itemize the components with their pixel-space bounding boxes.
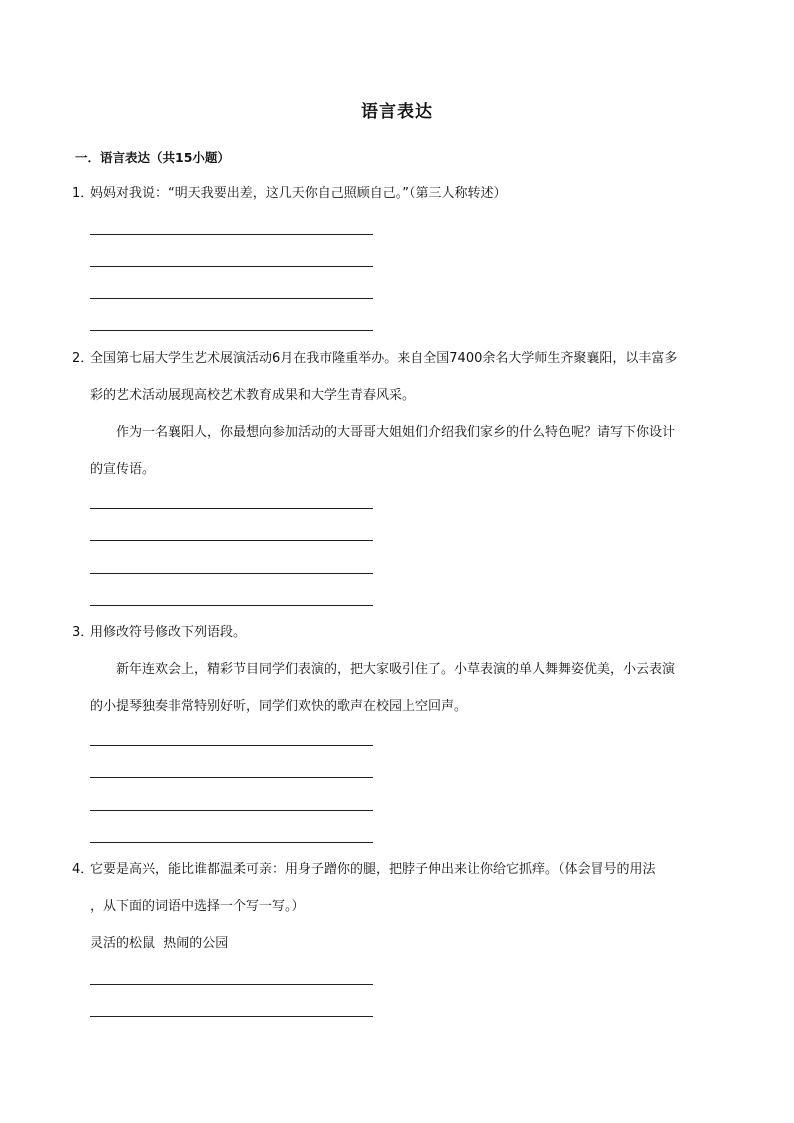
answer-line[interactable] <box>90 540 373 541</box>
answer-line[interactable] <box>90 842 373 843</box>
question-text: 全国第七届大学生艺术展演活动6月在我市隆重举办。来自全国7400余名大学师生齐聚襄阳，以丰富多 <box>90 351 678 366</box>
answer-line[interactable] <box>90 573 373 574</box>
page-title: 语言表达 <box>361 102 433 122</box>
answer-line[interactable] <box>90 330 373 331</box>
question-2 <box>72 340 722 488</box>
answer-line[interactable] <box>90 984 373 985</box>
question-number: 2． <box>72 351 94 366</box>
answer-line[interactable] <box>90 508 373 509</box>
question-text: 妈妈对我说：“明天我要出差，这几天你自己照顾自己。”（第三人称转述） <box>90 186 507 201</box>
question-text: ，从下面的词语中选择一个写一写。） <box>90 899 305 914</box>
question-text: 它要是高兴，能比谁都温柔可亲：用身子蹭你的腿，把脖子伸出来让你给它抓痒。（体会冒号的用法 <box>90 862 656 877</box>
question-1 <box>72 175 722 212</box>
answer-line[interactable] <box>90 1016 373 1017</box>
question-text: 彩的艺术活动展现高校艺术教育成果和大学生青春风采。 <box>90 388 416 403</box>
question-3 <box>72 614 722 725</box>
question-paragraph: 的宣传语。 <box>90 462 156 477</box>
answer-line[interactable] <box>90 605 373 606</box>
question-paragraph: 作为一名襄阳人，你最想向参加活动的大哥哥大姐姐们介绍我们家乡的什么特色呢？请写下你设计 <box>116 425 676 440</box>
answer-line[interactable] <box>90 266 373 267</box>
word-options: 灵活的松鼠 热闹的公园 <box>90 936 229 951</box>
answer-line[interactable] <box>90 810 373 811</box>
section-heading: 一．语言表达（共15小题） <box>75 150 230 165</box>
question-paragraph: 的小提琴独奏非常特别好听，同学们欢快的歌声在校园上空回声。 <box>90 699 468 714</box>
question-number: 4． <box>72 862 94 877</box>
question-number: 3． <box>72 625 94 640</box>
answer-line[interactable] <box>90 745 373 746</box>
answer-line[interactable] <box>90 234 373 235</box>
question-text: 用修改符号修改下列语段。 <box>90 625 247 640</box>
question-4 <box>72 851 722 962</box>
answer-line[interactable] <box>90 298 373 299</box>
question-number: 1． <box>72 186 94 201</box>
question-paragraph: 新年连欢会上，精彩节目同学们表演的，把大家吸引住了。小草表演的单人舞舞姿优美，小云表演 <box>116 662 676 677</box>
answer-line[interactable] <box>90 777 373 778</box>
